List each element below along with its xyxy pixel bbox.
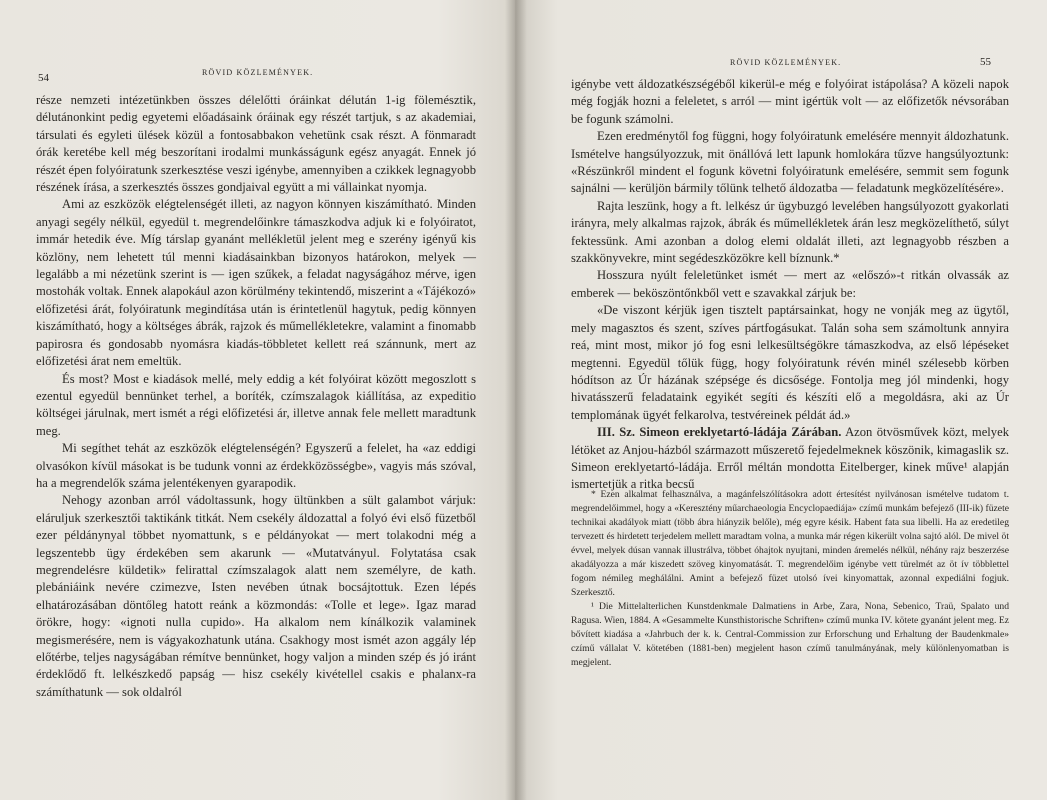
- section-text: Azon ötvösművek közt, melyek létöket az Anjou-házból származott műszerető fejedelmeknek köszönik, kimagaslik sz. Simeon ereklyetartó-ládája. Erről méltán mondotta Eitelberger, kinek műve¹ alapján ismertetjük a ritka becsű: [571, 425, 1009, 492]
- footnotes: [571, 488, 1009, 670]
- section-heading: III. Sz. Simeon ereklyetartó-ládája Zárában.: [597, 425, 842, 440]
- left-page: [0, 0, 515, 800]
- paragraph: Nehogy azonban arról vádoltassunk, hogy ültünkben a sült galambot várjuk: eláruljuk szerkesztői taktikánk titkát. Nem csekély áldozattal a folyó évi első füzetből ezer példánynyal többet nyomattunk, s e példányokat — mert tolakodni még a legszentebb ügy érdekében sem akarunk — «Mutatványul. Folytatása csak megrendelésre küldetik» felirattal czímszalagok alatt nem személyre, de kath. plebániáink nevére czimezve, Isten nevében útnak bocsájtottuk. Ezen lépés elhatározásában döntőleg hatott reánk a közmondás: «Tolle et lege». Igaz marad örökre, hogy: «ignoti nulla cupido». Ha alkalom nem kínálkozik valaminek megismerésére, nem is vágyakozhatunk utána. Csakhogy most ismét azon aggály lép előtérbe, teljes nagyságában rémítve bennünket, hogy valjon a minden szép és jó iránt érdeklődő ft. lelkészkedő papság — hisz csekély kivétellel csakis e phalanx-ra számíthatunk — sok oldalról: [36, 493, 476, 699]
- page-number: 55: [980, 56, 991, 68]
- paragraph: «De viszont kérjük igen tisztelt paptársainkat, hogy ne vonják meg az ügytől, mely magasztos és szent, szíves pártfogásukat. Talán soha sem számoltunk annyira reá, mint most, mikor jó fog esni lelkesültségökre támaszkodva, az első lépéseket megtenni. Egyedül tőlük függ, hogy folyóiratunk révén minél szélesebb körben hódítson az Úr házának szépsége és dicsősége. Fontolja meg jól mindenki, hogy hivatásszerű feladataink egyikét segíti és készíti elő a megoldásra, aki az Úr templomának ügyét felkarolva, testvéreinek példát ád.»: [571, 303, 1009, 422]
- page-number: 54: [38, 72, 49, 84]
- footnote: ¹ Die Mittelalterlichen Kunstdenkmale Dalmatiens in Arbe, Zara, Nona, Sebenico, Traü, Spalato und Ragusa. Wien, 1884. A «Gesammelte Kunsthistorische Schriften» czímű munka IV. kötete gyanánt jelent meg. Ez bővített kiadása a «Jahrbuch der k. k. Central-Commission zur Erforschung und Erhaltung der Baudenkmale» czímű vállalat V. kötetében (1881-ben) megjelent hason czímű tanulmányának, mely különlenyomatban is megjelent.: [571, 601, 1009, 668]
- right-page: [515, 0, 1047, 800]
- paragraph: része nemzeti intézetünkben összes délelőtti óráinkat délután 1-ig fölemésztik, délutánonkint pedig egyetemi előadásaink óráinak egy részét tartjuk, s az akademiai, társulati és egyleti ülések közül a fontosabbakon vehetünk csak részt. A fönmaradt órák keretébe kell még beszorítani irodalmi munkásságunk egész anyagát. Ennek jó részét épen folyóiratunk szerkesztése veszi igénybe, amennyiben a czikkek legnagyobb részének írása, a szerkesztés összes gondjaival együtt a mi vállainkat nyomja.: [36, 93, 476, 195]
- body-text: [571, 76, 1009, 494]
- paragraph: igénybe vett áldozatkészségéből kikerül-e még e folyóirat istápolása? A közeli napok még fogják hozni a feleletet, s arról — mint igértük volt — az előfizetők névsorában be fogunk számolni.: [571, 77, 1009, 126]
- paragraph: Rajta leszünk, hogy a ft. lelkész úr ügybuzgó levelében hangsúlyozott gyakorlati irányra, mely alkalmas rajzok, ábrák és műmellékletek árán lesz megközelíthető, súlyt fektessünk. Ami azonban a dolog elemi oldalát illeti, azt legnagyobb részben a szakkönyvekre, mint segédeszközökre kell bíznunk.*: [571, 198, 1009, 266]
- body-text: [36, 92, 476, 701]
- paragraph: És most? Most e kiadások mellé, mely eddig a két folyóirat között megoszlott s ezentul egyedül bennünket terhel, a boríték, czímszalagok kiállítása, az expeditio költségei járulnak, mert ismét a régi előfizetési ár, illetve annak fele mellett maradtunk meg.: [36, 371, 476, 438]
- paragraph: Ami az eszközök elégtelenségét illeti, az nagyon könnyen kiszámítható. Minden anyagi segély nélkül, egyedül t. megrendelőinkre támaszkodva adjuk ki e folyóiratot, immár hetedik éve. Míg társlap gyanánt mellékletül jelent meg e szerény igényű kis közlöny, nem lehetett túl menni kiadásainkban bizonyos határokon, melyek — legalább a mi nézetünk szerint is — igen szűkek, a feladat nagyságához mérve, igen mostohák voltak. Ennek alapokául azon körülmény tekintendő, miszerint a «Tájékozó» előfizetési árát, folyóiratunk megindítása után is érintetlenül hagytuk, pedig könnyen kiszámítható, hogy a költséges ábrák, rajzok és műmellékletekre, valamint a finomabb papirosra és gondosabb nyomásra kiadás-többletet kellett reá szánnunk, mert az előfizetési árat nem emeltük.: [36, 197, 476, 369]
- book-gutter: [505, 0, 527, 800]
- section-paragraph: [571, 424, 1009, 494]
- running-head: RÖVID KÖZLEMÉNYEK.: [202, 68, 314, 77]
- paragraph: Mi segíthet tehát az eszközök elégtelenségén? Egyszerű a felelet, ha «az eddigi olvasókon kívül másokat is be tudunk vonni az érdekközösségbe», vagyis más szóval, ha a megrendelők száma jelentékenyen gyarapodik.: [36, 441, 476, 490]
- paragraph: Ezen eredménytől fog függni, hogy folyóiratunk emelésére mennyit áldozhatunk. Ismételve hangsúlyozzuk, mit önállóvá lett lapunk homlokára tűzve hangsúlyoztunk: «Részünkről mindent el fogunk követni folyóiratunk emelésére, semmit sem fogunk sajnálni — kerüljön bármily tőlünk telhető áldozatba — feladatunk megközelítésére».: [571, 129, 1009, 196]
- running-head: RÖVID KÖZLEMÉNYEK.: [730, 58, 842, 67]
- paragraph: Hosszura nyúlt feleletünket ismét — mert az «előszó»-t ritkán olvassák az emberek — beköszöntőnkből vett e szavakkal zárjuk be:: [571, 268, 1009, 300]
- footnote: * Ezen alkalmat felhasználva, a magánfelszólításokra adott értesítést nyilvánosan ismételve tudatom t. megrendelőimmel, hogy a «Keresztény műarchaeologia Encyclopaediája» czímű munkám befejező (III-ik) füzete technikai akadályok miatt (több ábra hiányzik belőle), még egyre késik. Habent fata sua libelli. Ha az eredetileg tervezett és hirdetett terjedelem mellett maradtam volna, a munka már régen kikerült volna sajtó alól. De mivel öt évvel, melyek dúsan vannak illustrálva, többet óhajtok nyujtani, minden áremelés nélkül, néhány rajz beszerzése akadályozza a már kiszedett szöveg kinyomatását. T. megrendelőim igénybe vett türelmét az öt ív többlettel fogom némileg meghálálni. Amint a befejező füzet utolsó ívei kinyomattak, azonnal expediálni fogjuk. Szerkesztő.: [571, 489, 1009, 598]
